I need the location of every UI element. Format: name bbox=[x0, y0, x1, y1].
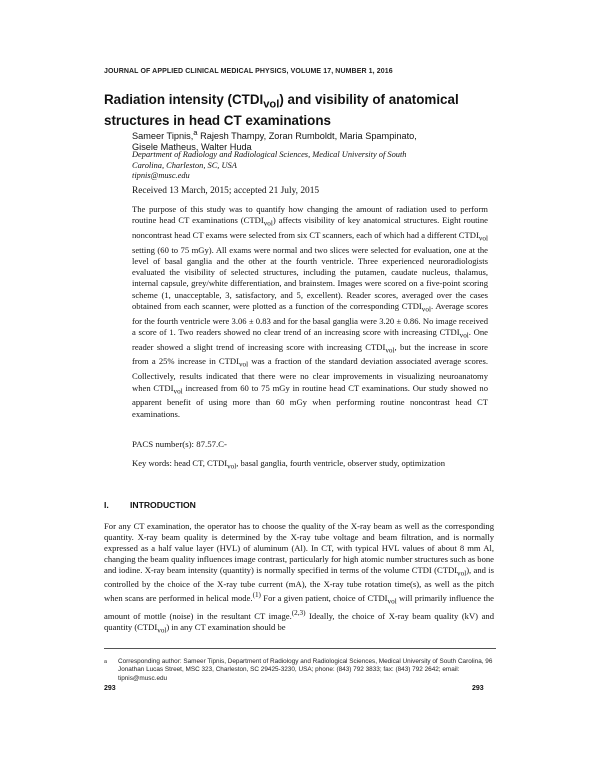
received-dates: Received 13 March, 2015; accepted 21 July, 2015 bbox=[132, 186, 320, 196]
affiliation-line-1: Department of Radiology and Radiological Sciences, Medical University of South bbox=[132, 150, 407, 159]
page-number-right: 293 bbox=[472, 685, 484, 692]
subscript: vol bbox=[478, 234, 488, 243]
abstract-text: setting (60 to 75 mGy). All exams were normal and two slices were selected for evaluation, one at the level of basal ganglia and the other at the fourth ventricle. Three experienced neuroradiologists evaluated the visibility of selected structures, including the putamen, caudate nucleus, thalamus, internal capsule, grey/white differentiation, and brainstem. Images were scored on a five-point scoring scheme (1, unacceptable, 3, satisfactory, and 5, excellent). Reader scores, averaged over the cases obtained from each scanner, were plotted as a function of the corresponding CTDI bbox=[132, 244, 488, 311]
abstract-text: . Average scores for the fourth ventricle were 3.06 ± 0.83 and for the basal ganglia were 3.20 ± 0.86. No image received a score of 1. Two readers showed no clear trend of an increasing score with increasing CTDI bbox=[132, 300, 488, 337]
body-text: For any CT examination, the operator has to choose the quality of the X-ray beam as well as the corresponding quantity. X-ray beam quality is determined by the X-ray tube voltage and beam filtration, and is normally expressed as a half value layer (HVL) of aluminum (Al). In CT, with typical HVL values of about 8 mm Al, changing the beam quality influences image contrast, particularly for high atomic number structures such as bone and iodine. X-ray beam intensity (quantity) is normally specified in terms of the volume CTDI (CTDI bbox=[104, 521, 494, 575]
abstract-text: The purpose of this study was to quantify how changing the amount of radiation used to perform routine head CT examinations (CTDI bbox=[132, 204, 488, 226]
subscript: vol bbox=[173, 387, 183, 396]
section-number: I. bbox=[104, 500, 109, 510]
subscript: vol bbox=[457, 569, 467, 578]
footnote-divider bbox=[104, 648, 496, 649]
subscript: vol bbox=[387, 598, 397, 607]
section-heading bbox=[104, 500, 504, 510]
introduction-paragraph bbox=[104, 521, 494, 636]
title-subscript: vol bbox=[263, 98, 280, 111]
author-line-2: Gisele Matheus, Walter Huda bbox=[132, 142, 252, 153]
body-text: For a given patient, choice of CTDI bbox=[260, 593, 388, 604]
keywords bbox=[132, 458, 488, 473]
article-title bbox=[104, 92, 504, 129]
subscript: vol bbox=[459, 331, 469, 340]
abstract-text: increased from 60 to 75 mGy in routine head CT examinations. Our study showed no apparent benefit of using more than 60 mGy when performing routine noncontrast head CT examinations. bbox=[132, 382, 488, 419]
section-title: INTRODUCTION bbox=[130, 500, 196, 510]
body-text: will primarily influence the amount of mottle (noise) in the resultant CT image. bbox=[104, 593, 494, 621]
body-text: Ideally, the choice of X-ray beam quality (kV) and quantity (CTDI bbox=[104, 610, 494, 632]
author-footnote-mark: a bbox=[193, 128, 198, 137]
abstract-text: , but the increase in score from a 25% increase in CTDI bbox=[132, 341, 488, 367]
pacs-numbers: PACS number(s): 87.57.C- bbox=[132, 439, 227, 449]
body-text: ), and is controlled by the choice of the X-ray tube current (mA), the X-ray tube rotation time(s), as well as the pitch when scans are performed in helical mode. bbox=[104, 564, 494, 604]
title-part: ) and visibility of anatomical structures in head CT examinations bbox=[104, 92, 459, 129]
subscript: vol bbox=[238, 361, 249, 370]
page-number-left: 293 bbox=[104, 685, 116, 692]
author-first: Sameer Tipnis, bbox=[132, 131, 194, 142]
subscript: vol bbox=[421, 305, 431, 314]
abstract-text: . One reader showed a slight trend of increasing score with increasing CTDI bbox=[132, 326, 488, 352]
footnote-text: Corresponding author: Sameer Tipnis, Department of Radiology and Radiological Sciences, Medical University of South Carolina, 96 Jonathan Lucas Street, MSC 323, Charleston, SC 29425-3230, USA; phone: (843) 792 3833; fax: (843) 792 2642; email: tipnis@musc.edu bbox=[118, 658, 493, 682]
author-email[interactable]: tipnis@musc.edu bbox=[132, 171, 190, 181]
body-text: ) in any CT examination should be bbox=[166, 621, 286, 632]
keywords-label: Key words: bbox=[132, 458, 172, 468]
affiliation-line-2: Carolina, Charleston, SC, USA bbox=[132, 160, 237, 170]
keywords-text: head CT, CTDI bbox=[171, 458, 228, 468]
title-part: Radiation intensity (CTDI bbox=[104, 92, 264, 107]
subscript: vol bbox=[385, 346, 395, 355]
author-rest: Rajesh Thampy, Zoran Rumboldt, Maria Spampinato, bbox=[197, 131, 417, 142]
abstract bbox=[132, 204, 488, 420]
footnote bbox=[104, 658, 494, 683]
subscript: vol bbox=[227, 462, 237, 471]
journal-header: JOURNAL OF APPLIED CLINICAL MEDICAL PHYSICS, VOLUME 17, NUMBER 1, 2016 bbox=[104, 68, 393, 75]
affiliation bbox=[132, 150, 492, 182]
subscript: vol bbox=[157, 626, 167, 635]
citation-ref[interactable]: (2,3) bbox=[291, 608, 306, 617]
abstract-text: ) affects visibility of key anatomical structures. Eight routine noncontrast head CT exams were selected from six CT scanners, each of which had a different CTDI bbox=[132, 215, 489, 241]
footnote-mark: a bbox=[104, 659, 107, 665]
keywords-text: , basal ganglia, fourth ventricle, observer study, optimization bbox=[236, 458, 445, 468]
citation-ref[interactable]: (1) bbox=[252, 591, 261, 600]
abstract-text: was a fraction of the standard deviation associated average scores. Collectively, results indicated that there were no clear improvements in visualizing neuroanatomy when CTDI bbox=[132, 356, 488, 393]
subscript: vol bbox=[263, 219, 273, 228]
